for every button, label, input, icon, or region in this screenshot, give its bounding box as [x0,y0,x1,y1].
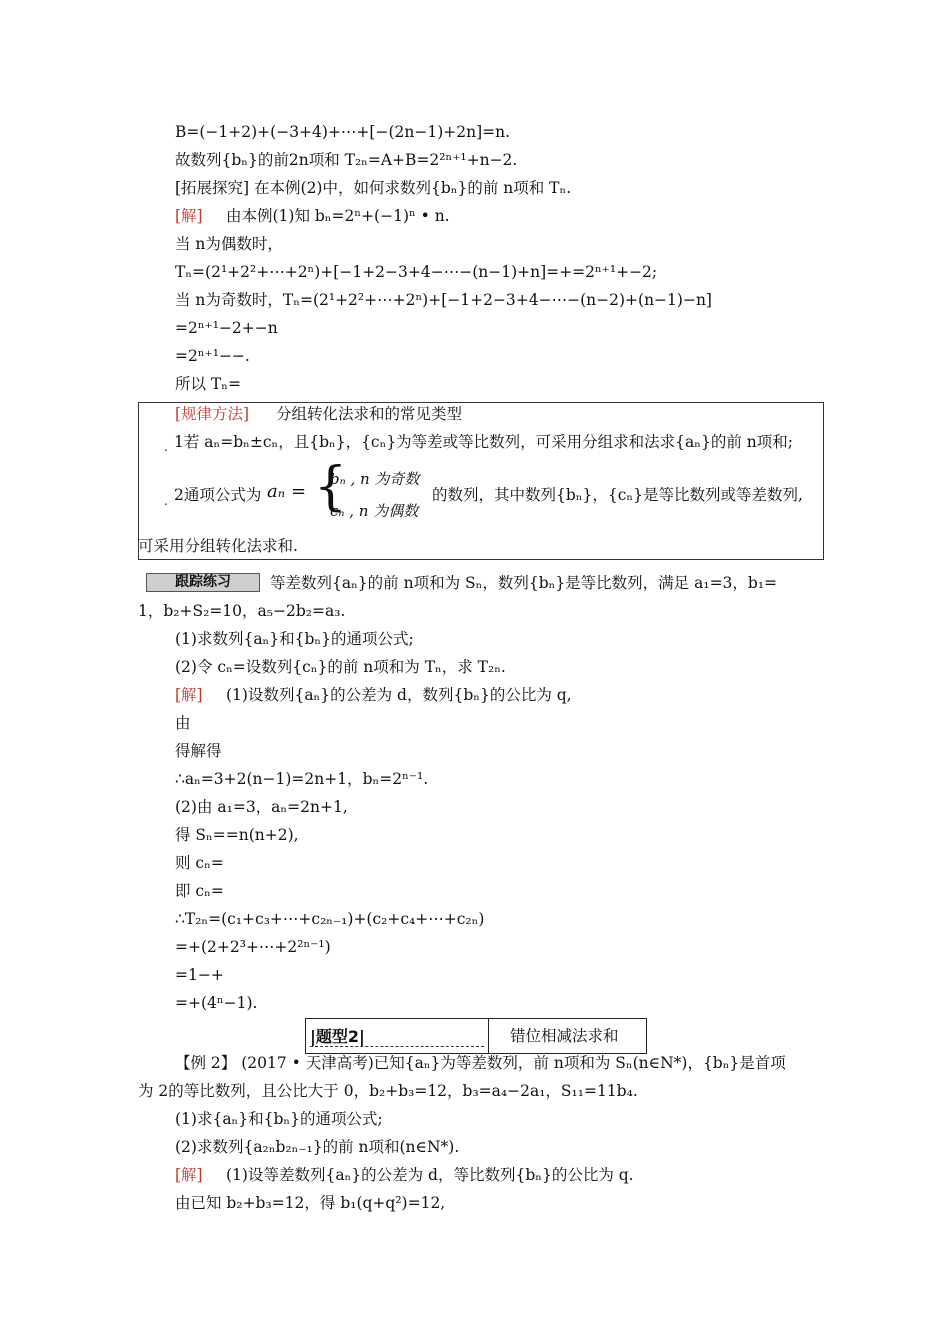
method-title: 分组转化法求和的常见类型 [276,405,463,423]
formula-equals: = [291,481,307,502]
brace-symbol: { [314,457,348,517]
case-odd: bₙ , n 为奇数 [330,470,420,488]
text-line: 即 cₙ= [175,882,224,900]
case-even: cₙ , n 为偶数 [330,502,419,520]
text-line: (1)设等差数列{aₙ}的公差为 d，等比数列{bₙ}的公比为 q. [226,1166,634,1184]
topic-header [305,1018,647,1054]
topic-tag-cell [306,1019,489,1053]
formula-an: aₙ [267,481,286,502]
text-line: Tₙ=(2¹+2²+⋯+2ⁿ)+[−1+2−3+4−⋯−(n−1)+n]=+=2ⁿ⁺¹+−2; [175,263,658,281]
text-line: 则 cₙ= [175,854,224,872]
text-line: =+(2+2³+⋯+2²ⁿ⁻¹) [175,938,331,956]
text-line: 当 n为奇数时，Tₙ=(2¹+2²+⋯+2ⁿ)+[−1+2−3+4−⋯−(n−2)+(n−1)−n] [175,291,712,309]
text-line: 当 n为偶数时， [175,235,283,253]
method-item-2-prefix: 2通项公式为 [174,486,262,504]
solution-tag: [解] [175,207,203,225]
text-line: 得 Sₙ==n(n+2), [175,826,299,844]
text-line: (1)设数列{aₙ}的公差为 d，数列{bₙ}的公比为 q, [226,686,572,704]
method-item-2-suffix: 的数列，其中数列{bₙ}，{cₙ}是等比数列或等差数列, [432,486,803,504]
bullet-dot: . [164,440,168,454]
example-line: 为 2的等比数列，且公比大于 0，b₂+b₃=12，b₃=a₄−2a₁，S₁₁=11b₄. [138,1082,638,1100]
text-line: 由本例(1)知 bₙ=2ⁿ+(−1)ⁿ • n. [226,207,450,225]
text-line: ∴T₂ₙ=(c₁+c₃+⋯+c₂ₙ₋₁)+(c₂+c₄+⋯+c₂ₙ) [175,910,485,928]
text-line: B=(−1+2)+(−3+4)+⋯+[−(2n−1)+2n]=n. [175,123,511,141]
topic-tag: |题型2| [310,1027,365,1046]
method-item-3: 可采用分组转化法求和. [138,537,298,555]
practice-badge: 跟踪练习 [146,573,260,592]
question-2: (2)令 cₙ=设数列{cₙ}的前 n项和为 Tₙ，求 T₂ₙ. [175,658,506,676]
topic-title: 错位相减法求和 [510,1027,619,1045]
example-line: 【例 2】 (2017 • 天津高考)已知{aₙ}为等差数列，前 n项和为 Sₙ(n∈N*)，{bₙ}是首项 [175,1054,786,1072]
solution-tag: [解] [175,1166,203,1184]
dashed-rule [310,1046,484,1047]
text-line: 故数列{bₙ}的前2n项和 T₂ₙ=A+B=2²ⁿ⁺¹+n−2. [175,151,518,169]
text-line: =2ⁿ⁺¹−2+−n [175,319,278,337]
text-line: 所以 Tₙ= [175,375,241,393]
question-1: (1)求数列{aₙ}和{bₙ}的通项公式; [175,630,414,648]
method-tag: [规律方法] [175,405,250,423]
text-line: 1，b₂+S₂=10，a₅−2b₂=a₃. [138,602,346,620]
text-line: ∴aₙ=3+2(n−1)=2n+1，bₙ=2ⁿ⁻¹. [175,770,429,788]
text-line: [拓展探究] 在本例(2)中，如何求数列{bₙ}的前 n项和 Tₙ. [175,179,572,197]
text-line: 由已知 b₂+b₃=12，得 b₁(q+q²)=12, [175,1194,446,1212]
piecewise-formula [314,457,434,524]
text-line: =+(4ⁿ−1). [175,994,258,1012]
text-line: 等差数列{aₙ}的前 n项和为 Sₙ，数列{bₙ}是等比数列，满足 a₁=3，b₁= [270,574,778,592]
text-line: 得解得 [175,742,222,760]
text-line: (2)由 a₁=3，aₙ=2n+1, [175,798,348,816]
method-item-1: 1若 aₙ=bₙ±cₙ，且{bₙ}，{cₙ}为等差或等比数列，可采用分组求和法求{aₙ}的前 n项和; [174,433,793,451]
question-1: (1)求{aₙ}和{bₙ}的通项公式; [175,1110,383,1128]
text-line: 由 [175,714,191,732]
bullet-dot: . [164,494,168,508]
solution-tag: [解] [175,686,203,704]
question-2: (2)求数列{a₂ₙb₂ₙ₋₁}的前 n项和(n∈N*). [175,1138,460,1156]
text-line: =2ⁿ⁺¹−−. [175,347,250,365]
text-line: =1−+ [175,966,224,984]
